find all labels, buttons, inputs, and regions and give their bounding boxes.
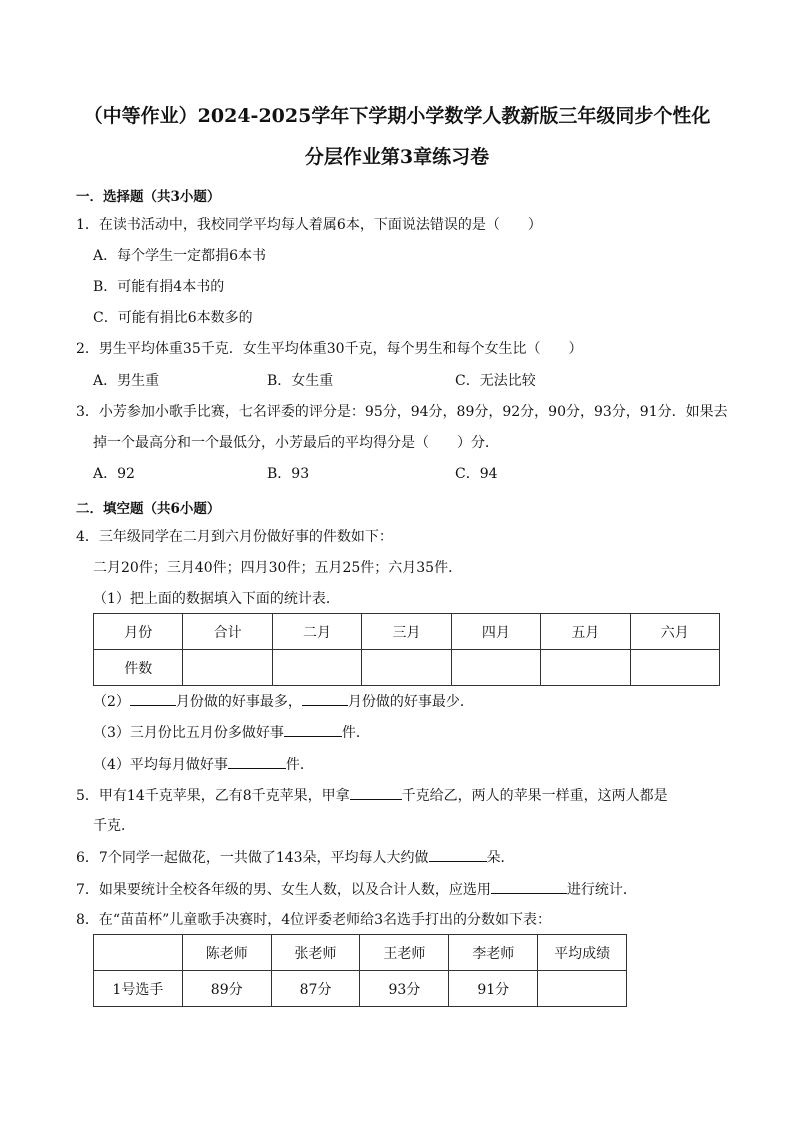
question-4-sub3 <box>93 722 370 743</box>
question-3-stem-line2: 掉一个最高分和一个最低分，小芳最后的平均得分是（ ）分． <box>93 435 499 451</box>
question-3-stem-line1: 3．小芳参加小歌手比赛，七名评委的评分是：95分，94分，89分，92分，90分，93分，91分．如果去 <box>76 404 728 420</box>
question-4-sub4-text-end: 件． <box>285 757 314 773</box>
table-header-cell <box>94 935 183 971</box>
page-title-line2: 分层作业第3章练习卷 <box>304 146 490 168</box>
table-empty-cell[interactable] <box>541 650 630 686</box>
question-4-stem: 4．三年级同学在二月到六月份做好事的件数如下： <box>76 529 393 545</box>
question-4-sub2-text: 月份做的好事最多， <box>175 694 302 710</box>
table-cell: 91分 <box>449 971 538 1007</box>
question-7 <box>76 879 637 900</box>
question-2-stem: 2．男生平均体重35千克．女生平均体重30千克，每个男生和每个女生比（ ） <box>76 341 583 357</box>
answer-blank[interactable] <box>130 691 176 706</box>
answer-blank[interactable] <box>429 847 487 862</box>
question-1-option-a: A．每个学生一定都捐6本书 <box>93 248 267 264</box>
question-4-stat-table <box>93 613 720 686</box>
question-1-stem: 1．在读书活动中，我校同学平均每人着属6本，下面说法错误的是（ ） <box>76 217 542 233</box>
table-header-cell: 王老师 <box>360 935 449 971</box>
table-empty-cell[interactable] <box>272 650 361 686</box>
question-1-option-c: C．可能有捐比6本数多的 <box>93 310 253 326</box>
section-heading-choice: 一．选择题（共3小题） <box>76 189 221 205</box>
table-empty-cell[interactable] <box>183 650 272 686</box>
answer-blank[interactable] <box>491 879 567 894</box>
table-row <box>94 971 627 1007</box>
question-4-sub2 <box>93 691 474 712</box>
question-7-text-end: 进行统计． <box>566 882 637 898</box>
question-4-sub4 <box>93 754 314 775</box>
question-5-line1 <box>76 785 668 806</box>
answer-blank[interactable] <box>284 722 342 737</box>
question-4-sub1: （1）把上面的数据填入下面的统计表． <box>93 591 340 607</box>
question-5-line2: 千克． <box>93 818 135 834</box>
question-2-option-c: C．无法比较 <box>455 373 536 389</box>
question-1-option-b: B．可能有捐4本书的 <box>93 279 225 295</box>
table-cell: 89分 <box>182 971 271 1007</box>
table-header-cell: 张老师 <box>271 935 360 971</box>
question-3-option-c: C．94 <box>455 466 498 482</box>
table-row-label: 件数 <box>94 650 183 686</box>
table-header-cell: 六月 <box>630 614 719 650</box>
answer-blank[interactable] <box>302 691 348 706</box>
question-7-text: 7．如果要统计全校各年级的男、女生人数，以及合计人数，应选用 <box>76 882 491 898</box>
question-2-option-b: B．女生重 <box>267 373 334 389</box>
table-empty-cell[interactable] <box>451 650 540 686</box>
table-cell: 87分 <box>271 971 360 1007</box>
table-row <box>94 650 720 686</box>
question-4-sub4-text: （4）平均每月做好事 <box>93 757 228 773</box>
answer-blank[interactable] <box>228 754 286 769</box>
answer-blank[interactable] <box>350 785 402 800</box>
table-empty-cell[interactable] <box>630 650 719 686</box>
table-row-label: 1号选手 <box>94 971 183 1007</box>
question-5-text: 5．甲有14千克苹果，乙有8千克苹果，甲拿 <box>76 788 350 804</box>
question-6-text-end: 朵． <box>486 850 515 866</box>
question-2-option-a: A．男生重 <box>93 373 160 389</box>
table-header-cell: 平均成绩 <box>538 935 627 971</box>
table-header-row <box>94 935 627 971</box>
question-4-sub2-text-end: 月份做的好事最少． <box>347 694 474 710</box>
table-empty-cell[interactable] <box>362 650 451 686</box>
question-6 <box>76 847 515 868</box>
question-6-text: 6．7个同学一起做花，一共做了143朵，平均每人大约做 <box>76 850 429 866</box>
question-4-sub3-text: （3）三月份比五月份多做好事 <box>93 725 284 741</box>
question-8-score-table <box>93 934 627 1007</box>
table-header-row <box>94 614 720 650</box>
table-header-cell: 五月 <box>541 614 630 650</box>
table-header-cell: 三月 <box>362 614 451 650</box>
table-header-cell: 二月 <box>272 614 361 650</box>
question-4-sub3-text-end: 件． <box>341 725 370 741</box>
table-header-cell: 月份 <box>94 614 183 650</box>
question-4-data: 二月20件；三月40件；四月30件；五月25件；六月35件． <box>93 560 463 576</box>
table-header-cell: 陈老师 <box>182 935 271 971</box>
question-8-stem: 8．在“苗苗杯”儿童歌手决赛时，4位评委老师给3名选手打出的分数如下表： <box>76 912 552 928</box>
question-3-option-a: A．92 <box>93 466 135 482</box>
table-empty-cell[interactable] <box>538 971 627 1007</box>
table-header-cell: 李老师 <box>449 935 538 971</box>
table-cell: 93分 <box>360 971 449 1007</box>
question-3-option-b: B．93 <box>267 466 310 482</box>
question-4-sub2-label: （2） <box>93 694 130 710</box>
question-5-text-mid: 千克给乙，两人的苹果一样重，这两人都是 <box>401 788 668 804</box>
section-heading-fill: 二．填空题（共6小题） <box>76 501 221 517</box>
table-header-cell: 合计 <box>183 614 272 650</box>
table-header-cell: 四月 <box>451 614 540 650</box>
page-title-line1: （中等作业）2024-2025学年下学期小学数学人教新版三年级同步个性化 <box>83 105 711 127</box>
